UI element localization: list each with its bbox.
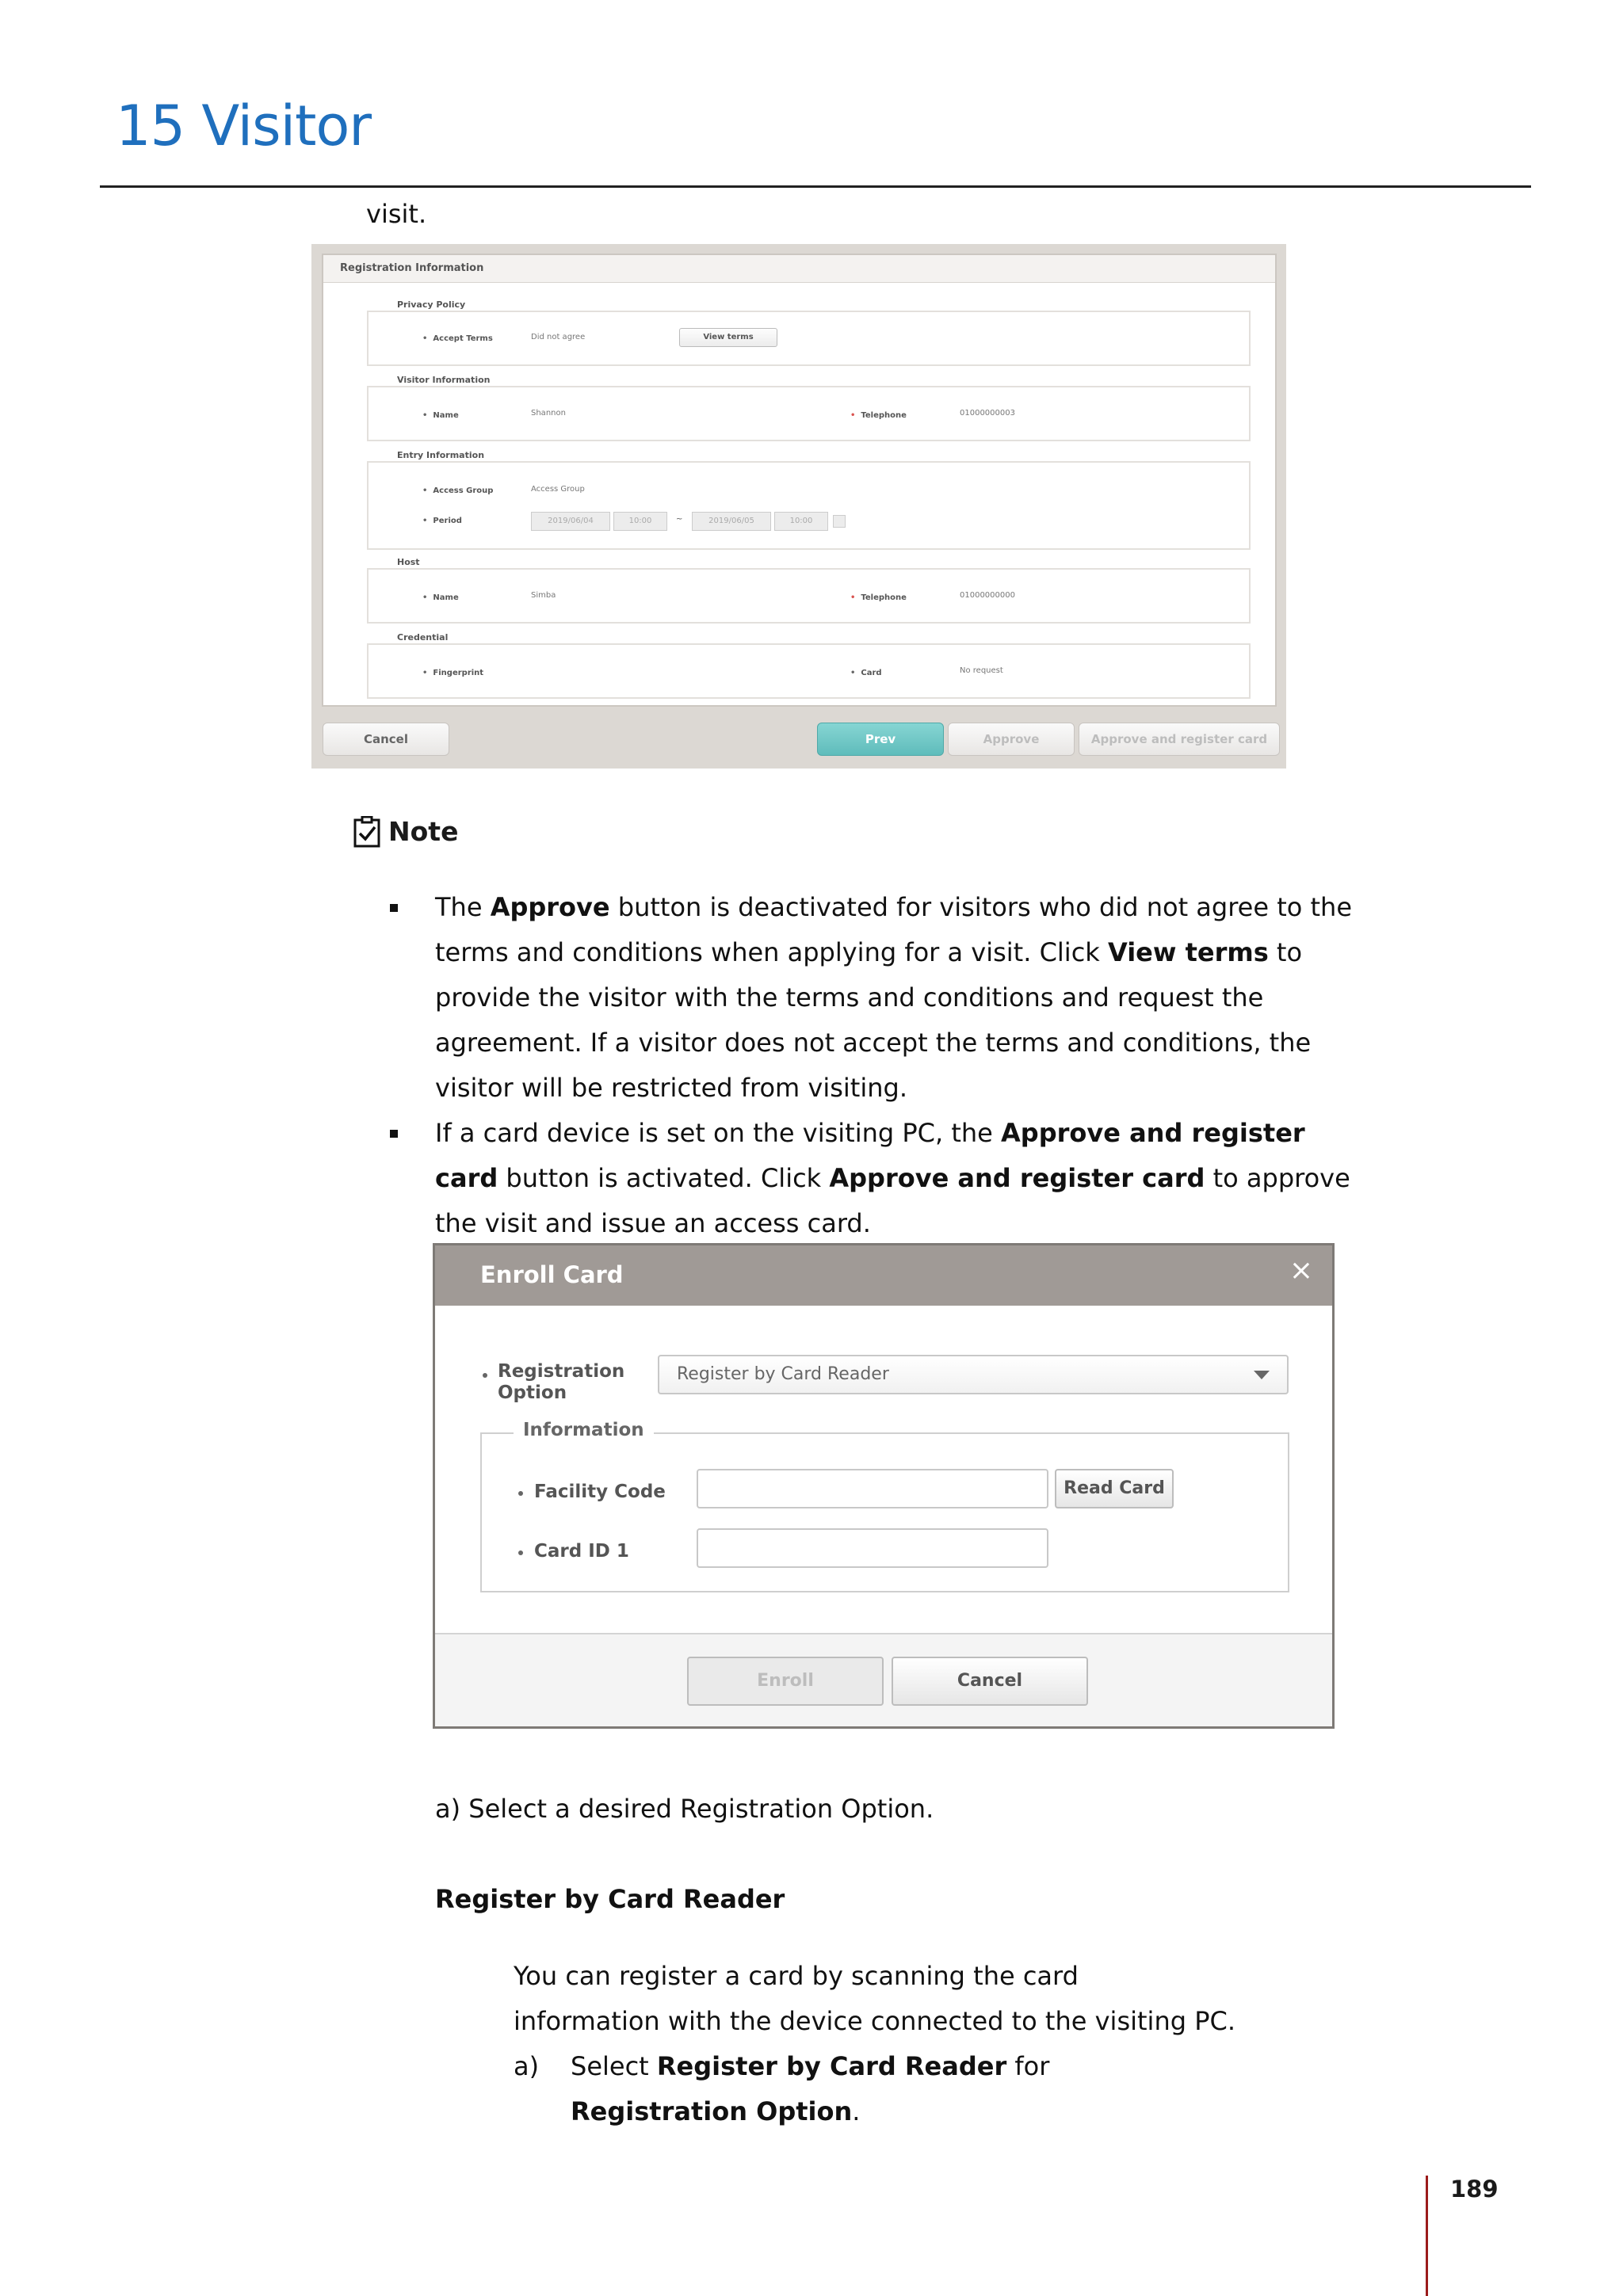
facility-code-label: Facility Code — [534, 1482, 666, 1502]
visitor-information-legend: Visitor Information — [392, 375, 495, 385]
chevron-down-icon — [1254, 1371, 1270, 1379]
facility-code-input[interactable] — [697, 1469, 1048, 1508]
start-date-field[interactable]: 2019/06/04 — [531, 512, 610, 531]
host-name-value: Simba — [531, 591, 556, 600]
host-legend: Host — [392, 557, 425, 567]
registration-option-value: Register by Card Reader — [677, 1364, 889, 1384]
visitor-name-value: Shannon — [531, 409, 566, 418]
note-bullet-approve: The Approve button is deactivated for visitors who did not agree to the terms and conditions when applying for a visit. Click View terms to provide the visitor with the terms and conditions and request the agreement. If a visitor does not accept the terms and conditions, the visitor will be restricted from visiting. — [435, 892, 1353, 1103]
accept-terms-label: • Accept Terms — [422, 334, 493, 343]
host-section — [367, 557, 1251, 624]
information-legend: Information — [514, 1420, 654, 1440]
bullet-marker — [390, 904, 398, 912]
end-time-field[interactable]: 10:00 — [774, 512, 828, 531]
enroll-card-title: Enroll Card — [480, 1261, 624, 1288]
registration-option-label: Registration Option — [498, 1361, 625, 1403]
registration-panel — [322, 254, 1277, 707]
read-card-button[interactable]: Read Card — [1055, 1469, 1174, 1508]
sub-step-marker: a) — [514, 2051, 540, 2081]
visitor-name-label: • Name — [422, 411, 459, 420]
bullet-dot — [518, 1491, 523, 1496]
privacy-policy-legend: Privacy Policy — [392, 299, 470, 310]
section-description-line-2: information with the device connected to the visiting PC. — [514, 2006, 1236, 2036]
accept-terms-value: Did not agree — [531, 333, 586, 341]
registration-option-select[interactable] — [658, 1355, 1289, 1394]
bullet-dot — [483, 1373, 487, 1378]
fingerprint-label: • Fingerprint — [422, 669, 483, 677]
note-title: Note — [388, 816, 459, 847]
step-a-text: a) Select a desired Registration Option. — [435, 1794, 934, 1824]
visitor-telephone-value: 01000000003 — [960, 409, 1015, 418]
view-terms-button[interactable]: View terms — [679, 328, 777, 347]
chapter-title: 15 Visitor — [116, 93, 372, 158]
period-separator: ~ — [676, 515, 683, 524]
host-name-label: • Name — [422, 593, 459, 602]
section-description-line-1: You can register a card by scanning the card — [514, 1961, 1079, 1991]
cancel-button[interactable]: Cancel — [323, 723, 449, 756]
entry-information-legend: Entry Information — [392, 450, 489, 460]
access-group-label: • Access Group — [422, 486, 493, 495]
close-icon[interactable]: × — [1289, 1254, 1313, 1287]
page-number-rule — [1426, 2176, 1428, 2296]
start-time-field[interactable]: 10:00 — [613, 512, 667, 531]
card-id-input[interactable] — [697, 1528, 1048, 1568]
registration-panel-title: Registration Information — [323, 255, 1275, 283]
sub-step-text: Select Register by Card Reader for Registration Option. — [571, 2051, 1050, 2126]
period-label: • Period — [422, 517, 462, 525]
card-id-label: Card ID 1 — [534, 1541, 629, 1562]
header-divider — [100, 185, 1531, 188]
visitor-telephone-label: • Telephone — [850, 411, 907, 420]
intro-fragment: visit. — [366, 199, 427, 229]
prev-button[interactable]: Prev — [817, 723, 944, 756]
enroll-card-footer — [435, 1633, 1332, 1726]
credential-legend: Credential — [392, 632, 453, 643]
enroll-cancel-button[interactable]: Cancel — [892, 1657, 1088, 1706]
enroll-card-dialog — [433, 1243, 1335, 1729]
approve-and-register-card-button[interactable]: Approve and register card — [1079, 723, 1280, 756]
entry-information-section — [367, 450, 1251, 550]
enroll-card-header — [435, 1245, 1332, 1306]
period-checkbox[interactable] — [833, 515, 846, 528]
visitor-information-section — [367, 375, 1251, 441]
note-bullet-card-device: If a card device is set on the visiting PC, the Approve and register card button is activated. Click Approve and register card to approve the visit and issue an access card. — [435, 1118, 1350, 1238]
bullet-marker — [390, 1130, 398, 1138]
information-section — [480, 1420, 1289, 1592]
registration-screenshot — [311, 244, 1286, 769]
page-number: 189 — [1450, 2176, 1499, 2203]
card-value: No request — [960, 666, 1003, 675]
card-label: • Card — [850, 669, 882, 677]
access-group-value: Access Group — [531, 485, 585, 494]
host-telephone-value: 01000000000 — [960, 591, 1015, 600]
end-date-field[interactable]: 2019/06/05 — [692, 512, 771, 531]
privacy-policy-section — [367, 299, 1251, 366]
credential-section — [367, 632, 1251, 699]
approve-button[interactable]: Approve — [948, 723, 1075, 756]
bullet-dot — [518, 1550, 523, 1555]
clipboard-check-icon — [353, 816, 380, 848]
enroll-button[interactable]: Enroll — [687, 1657, 884, 1706]
section-heading: Register by Card Reader — [435, 1884, 785, 1914]
host-telephone-label: • Telephone — [850, 593, 907, 602]
